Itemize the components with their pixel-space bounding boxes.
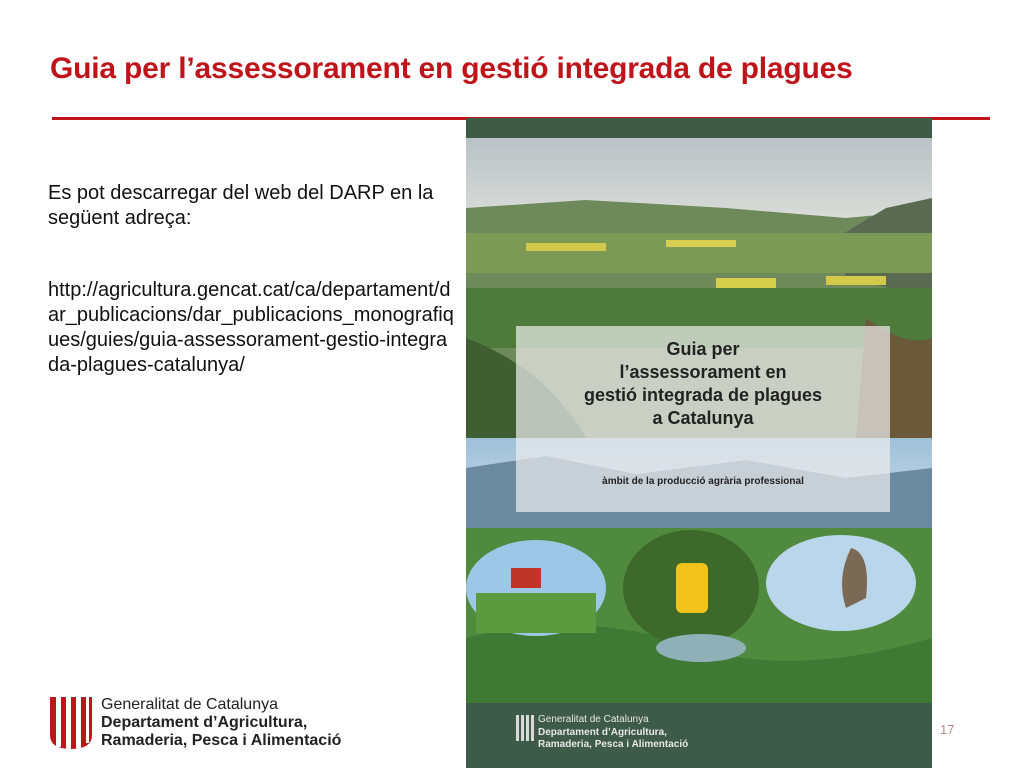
download-url[interactable]: http://agricultura.gencat.cat/ca/departament/dar_publicacions/dar_publicacions_monografiques/guies/guia-assessorament-gestio-integrada-plagues-catalunya/ [48, 279, 454, 376]
logo-line2: Departament d’Agricultura, [101, 714, 308, 731]
cover-footer [466, 703, 932, 768]
cover-title-panel [516, 326, 890, 512]
logo-line3: Ramaderia, Pesca i Alimentació [101, 732, 342, 749]
cover-footer-line3: Ramaderia, Pesca i Alimentació [538, 739, 689, 750]
slide-title: Guia per l’assessorament en gestió integrada de plagues [50, 52, 853, 85]
generalitat-logo-icon [50, 697, 92, 749]
intro-text: Es pot descarregar del web del DARP en la següent adreça: [48, 182, 434, 229]
cover-subtitle: àmbit de la producció agrària professional [602, 476, 804, 487]
cover-footer-line1: Generalitat de Catalunya [538, 714, 649, 725]
cover-title: Guia per l’assessorament en gestió integrada de plagues a Catalunya [583, 339, 823, 428]
logo-line1: Generalitat de Catalunya [101, 696, 278, 713]
generalitat-emblem-icon [516, 715, 534, 741]
guide-cover-image [466, 118, 932, 768]
cover-footer-line2: Departament d’Agricultura, [538, 727, 667, 738]
page-number: 17 [940, 722, 955, 737]
